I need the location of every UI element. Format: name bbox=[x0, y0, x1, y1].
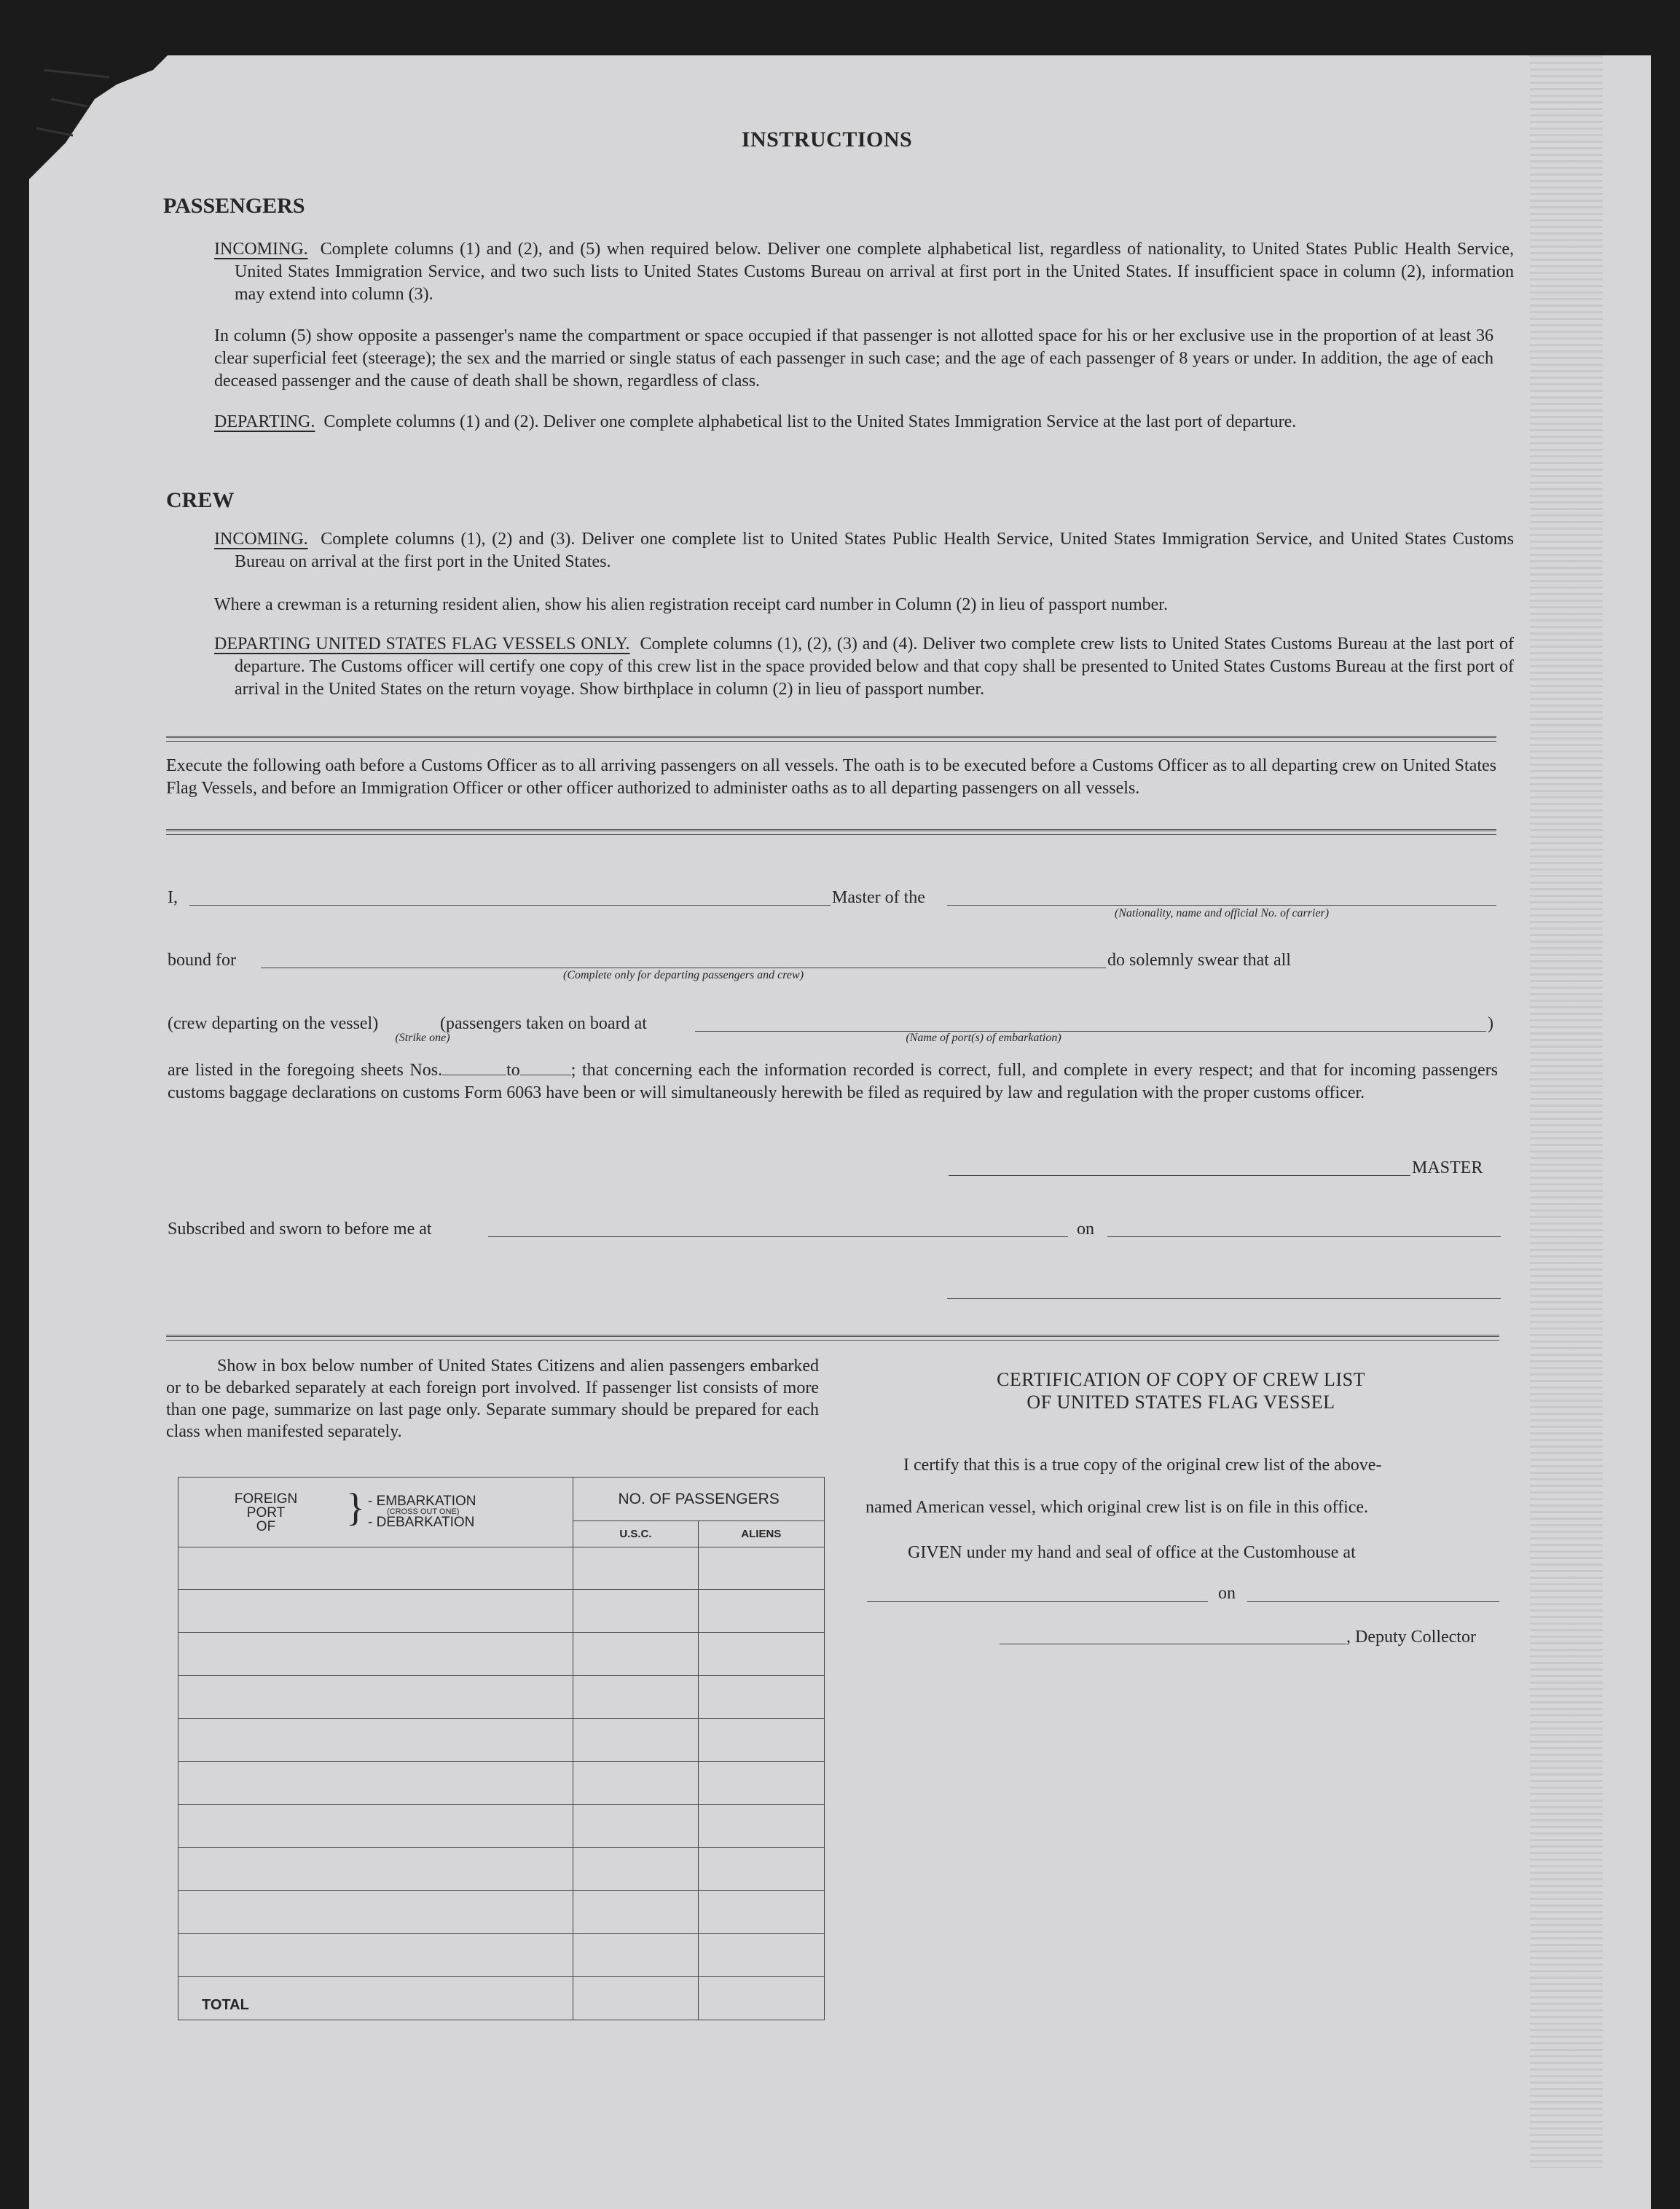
certification-title bbox=[864, 1368, 1498, 1413]
bound-for-field[interactable] bbox=[261, 966, 1106, 968]
usc-header: U.S.C. bbox=[573, 1521, 698, 1547]
usc-cell[interactable] bbox=[573, 1848, 698, 1891]
strike-one-caption: (Strike one) bbox=[395, 1032, 450, 1044]
table-row bbox=[178, 1762, 825, 1805]
table-row bbox=[178, 1719, 825, 1762]
page-edge-scan-artifact bbox=[1530, 55, 1603, 2168]
port-cell[interactable] bbox=[178, 1934, 573, 1977]
oath-master-label: MASTER bbox=[1412, 1158, 1483, 1177]
debarkation-label: - DEBARKATION bbox=[368, 1515, 475, 1530]
passengers-departing-text: Complete columns (1) and (2). Deliver one complete alphabetical list to the United States Immigration Service at the last port of departure. bbox=[323, 412, 1297, 431]
crew-flag-lead: DEPARTING UNITED STATES FLAG VESSELS ONLY. bbox=[214, 635, 630, 654]
table-header-row bbox=[178, 1478, 825, 1521]
table-row bbox=[178, 1676, 825, 1719]
nationality-caption: (Nationality, name and official No. of carrier) bbox=[1114, 907, 1330, 919]
table-row bbox=[178, 1590, 825, 1633]
aliens-cell[interactable] bbox=[698, 1934, 824, 1977]
certification-line2: named American vessel, which original crew list is on file in this office. bbox=[865, 1498, 1369, 1517]
embarkation-label: - EMBARKATION bbox=[368, 1494, 476, 1509]
aliens-header: ALIENS bbox=[698, 1521, 824, 1547]
crew-flag-paragraph bbox=[214, 633, 1514, 701]
certification-line1: I certify that this is a true copy of the original crew list of the above- bbox=[903, 1456, 1382, 1475]
sworn-at-field[interactable] bbox=[488, 1235, 1068, 1237]
aliens-cell[interactable] bbox=[698, 1590, 824, 1633]
foreign-label: FOREIGN bbox=[234, 1491, 298, 1507]
crew-incoming-text: Complete columns (1), (2) and (3). Deliver one complete list to United States Public Health Service, United States Immigration Service, and United States Customs Bureau on arrival at the first port in the United States. bbox=[235, 530, 1514, 571]
usc-total-cell[interactable] bbox=[573, 1977, 698, 2020]
passengers-column5-paragraph: In column (5) show opposite a passenger's name the compartment or space occupied if that passenger is not allotted space for his or her exclusive use in the proportion of at least 36 clear superficial feet (steerage); the sex and the married or single status of each passenger in such case; and the age of each passenger of 8 years or under. In addition, the age of each deceased passenger and the cause of death shall be shown, regardless of class. bbox=[214, 326, 1493, 391]
port-label: PORT bbox=[246, 1505, 286, 1521]
total-label: TOTAL bbox=[178, 1977, 573, 2020]
crew-incoming-paragraph bbox=[214, 528, 1514, 573]
cross-out-one-label: (CROSS OUT ONE) bbox=[387, 1507, 460, 1516]
foreign-port-header bbox=[178, 1478, 573, 1547]
officer-signature-field[interactable] bbox=[947, 1297, 1501, 1299]
of-label: OF bbox=[256, 1519, 276, 1534]
oath-passengers-taken: (passengers taken on board at bbox=[440, 1014, 647, 1033]
passenger-summary-table bbox=[178, 1477, 825, 2020]
crew-incoming-lead: INCOMING. bbox=[214, 530, 308, 549]
certification-title-line2: OF UNITED STATES FLAG VESSEL bbox=[1027, 1392, 1335, 1413]
oath-bound-for: bound for bbox=[168, 951, 236, 970]
deputy-signature-field[interactable] bbox=[1000, 1642, 1346, 1644]
aliens-cell[interactable] bbox=[698, 1676, 824, 1719]
aliens-cell[interactable] bbox=[698, 1762, 824, 1805]
crew-resident-paragraph: Where a crewman is a returning resident alien, show his alien registration receipt card number in Column (2) in lieu of passport number. bbox=[214, 595, 1168, 614]
certification-on: on bbox=[1218, 1584, 1236, 1603]
usc-cell[interactable] bbox=[573, 1719, 698, 1762]
crew-flag-text: Complete columns (1), (2), (3) and (4). Deliver two complete crew lists to United States Customs Bureau at the last port of departure. The Customs officer will certify one copy of this crew list in the space provided below and that copy shall be presented to United States Customs Bureau at the first port of arrival in the United States on the return voyage. Show birthplace in column (2) in lieu of passport number. bbox=[235, 635, 1514, 699]
carrier-field[interactable] bbox=[947, 903, 1496, 906]
brace-symbol: } bbox=[346, 1486, 365, 1529]
oath-sheets-paragraph bbox=[168, 1059, 1498, 1104]
port-cell[interactable] bbox=[178, 1719, 573, 1762]
port-cell[interactable] bbox=[178, 1590, 573, 1633]
passengers-incoming-paragraph bbox=[214, 238, 1514, 306]
certification-line3: GIVEN under my hand and seal of office at the Customhouse at bbox=[908, 1543, 1356, 1562]
sworn-date-field[interactable] bbox=[1107, 1235, 1501, 1237]
usc-cell[interactable] bbox=[573, 1547, 698, 1590]
oath-on: on bbox=[1077, 1220, 1094, 1239]
passengers-departing-paragraph bbox=[214, 411, 1514, 433]
oath-close-paren: ) bbox=[1488, 1014, 1493, 1033]
usc-cell[interactable] bbox=[573, 1891, 698, 1934]
page-title: INSTRUCTIONS bbox=[741, 127, 913, 152]
aliens-cell[interactable] bbox=[698, 1633, 824, 1676]
aliens-cell[interactable] bbox=[698, 1891, 824, 1934]
passengers-heading: PASSENGERS bbox=[163, 194, 305, 218]
aliens-cell[interactable] bbox=[698, 1805, 824, 1848]
passengers-incoming-lead: INCOMING. bbox=[214, 240, 308, 259]
certification-title-line1: CERTIFICATION OF COPY OF CREW LIST bbox=[997, 1369, 1365, 1390]
table-row bbox=[178, 1848, 825, 1891]
table-total-row bbox=[178, 1977, 825, 2020]
usc-cell[interactable] bbox=[573, 1805, 698, 1848]
oath-subscribed: Subscribed and sworn to before me at bbox=[168, 1220, 432, 1239]
aliens-cell[interactable] bbox=[698, 1547, 824, 1590]
oath-sheets-b: ; that concerning each the information recorded is correct, full, and complete in every respect; and that for incoming passengers customs baggage declarations on customs Form 6063 have been or will simultaneously herewith be filed as required by law and regulation with the proper customs officer. bbox=[168, 1061, 1498, 1102]
port-cell[interactable] bbox=[178, 1848, 573, 1891]
no-of-passengers-header: NO. OF PASSENGERS bbox=[573, 1478, 825, 1521]
oath-i: I, bbox=[168, 888, 178, 907]
ports-caption: (Name of port(s) of embarkation) bbox=[906, 1032, 1061, 1044]
certification-deputy: , Deputy Collector bbox=[1346, 1628, 1476, 1647]
master-signature-field[interactable] bbox=[949, 1174, 1410, 1176]
usc-cell[interactable] bbox=[573, 1934, 698, 1977]
port-cell[interactable] bbox=[178, 1762, 573, 1805]
passengers-incoming-text: Complete columns (1) and (2), and (5) when required below. Deliver one complete alphabetical list, regardless of nationality, to United States Public Health Service, United States Immigration Service, and two such lists to United States Customs Bureau on arrival at first port in the United States. If insufficient space in column (2), information may extend into column (3). bbox=[235, 240, 1515, 304]
usc-cell[interactable] bbox=[573, 1633, 698, 1676]
port-cell[interactable] bbox=[178, 1805, 573, 1848]
port-cell[interactable] bbox=[178, 1676, 573, 1719]
table-row bbox=[178, 1633, 825, 1676]
oath-master-of-the: Master of the bbox=[832, 888, 925, 907]
section-divider bbox=[166, 829, 1496, 835]
crew-heading: CREW bbox=[166, 488, 235, 512]
port-cell[interactable] bbox=[178, 1891, 573, 1934]
usc-cell[interactable] bbox=[573, 1762, 698, 1805]
section-divider bbox=[166, 1335, 1499, 1341]
sheet-to-field[interactable] bbox=[520, 1060, 571, 1075]
oath-sheets-to: to bbox=[506, 1061, 520, 1080]
oath-solemnly-swear: do solemnly swear that all bbox=[1107, 951, 1291, 970]
oath-sheets-a: are listed in the foregoing sheets Nos. bbox=[168, 1061, 443, 1080]
aliens-cell[interactable] bbox=[698, 1719, 824, 1762]
complete-only-caption: (Complete only for departing passengers and crew) bbox=[562, 969, 804, 981]
sheet-from-field[interactable] bbox=[442, 1060, 506, 1075]
port-cell[interactable] bbox=[178, 1547, 573, 1590]
port-cell[interactable] bbox=[178, 1633, 573, 1676]
summary-instruction: Show in box below number of United States Citizens and alien passengers embarked or to be debarked separately at each foreign port involved. If passenger list consists of more than one page, summarize on last page only. Separate summary should be prepared for each class when manifested separately. bbox=[166, 1357, 819, 1441]
table-row bbox=[178, 1547, 825, 1590]
section-divider bbox=[166, 736, 1496, 742]
oath-instruction: Execute the following oath before a Customs Officer as to all arriving passengers on all vessels. The oath is to be executed before a Customs Officer as to all departing crew on United States Flag Vessels, and before an Immigration Officer or other officer authorized to administer oaths as to all departing passengers on all vessels. bbox=[166, 756, 1496, 798]
torn-corner-mark bbox=[29, 55, 175, 187]
certification-date-field[interactable] bbox=[1247, 1600, 1499, 1602]
oath-crew-departing: (crew departing on the vessel) bbox=[168, 1014, 379, 1033]
table-row bbox=[178, 1805, 825, 1848]
table-row bbox=[178, 1891, 825, 1934]
usc-cell[interactable] bbox=[573, 1676, 698, 1719]
master-name-field[interactable] bbox=[189, 903, 831, 906]
aliens-total-cell[interactable] bbox=[698, 1977, 824, 2020]
aliens-cell[interactable] bbox=[698, 1848, 824, 1891]
table-row bbox=[178, 1934, 825, 1977]
customhouse-field[interactable] bbox=[867, 1600, 1208, 1602]
usc-cell[interactable] bbox=[573, 1590, 698, 1633]
passengers-departing-lead: DEPARTING. bbox=[214, 412, 315, 431]
